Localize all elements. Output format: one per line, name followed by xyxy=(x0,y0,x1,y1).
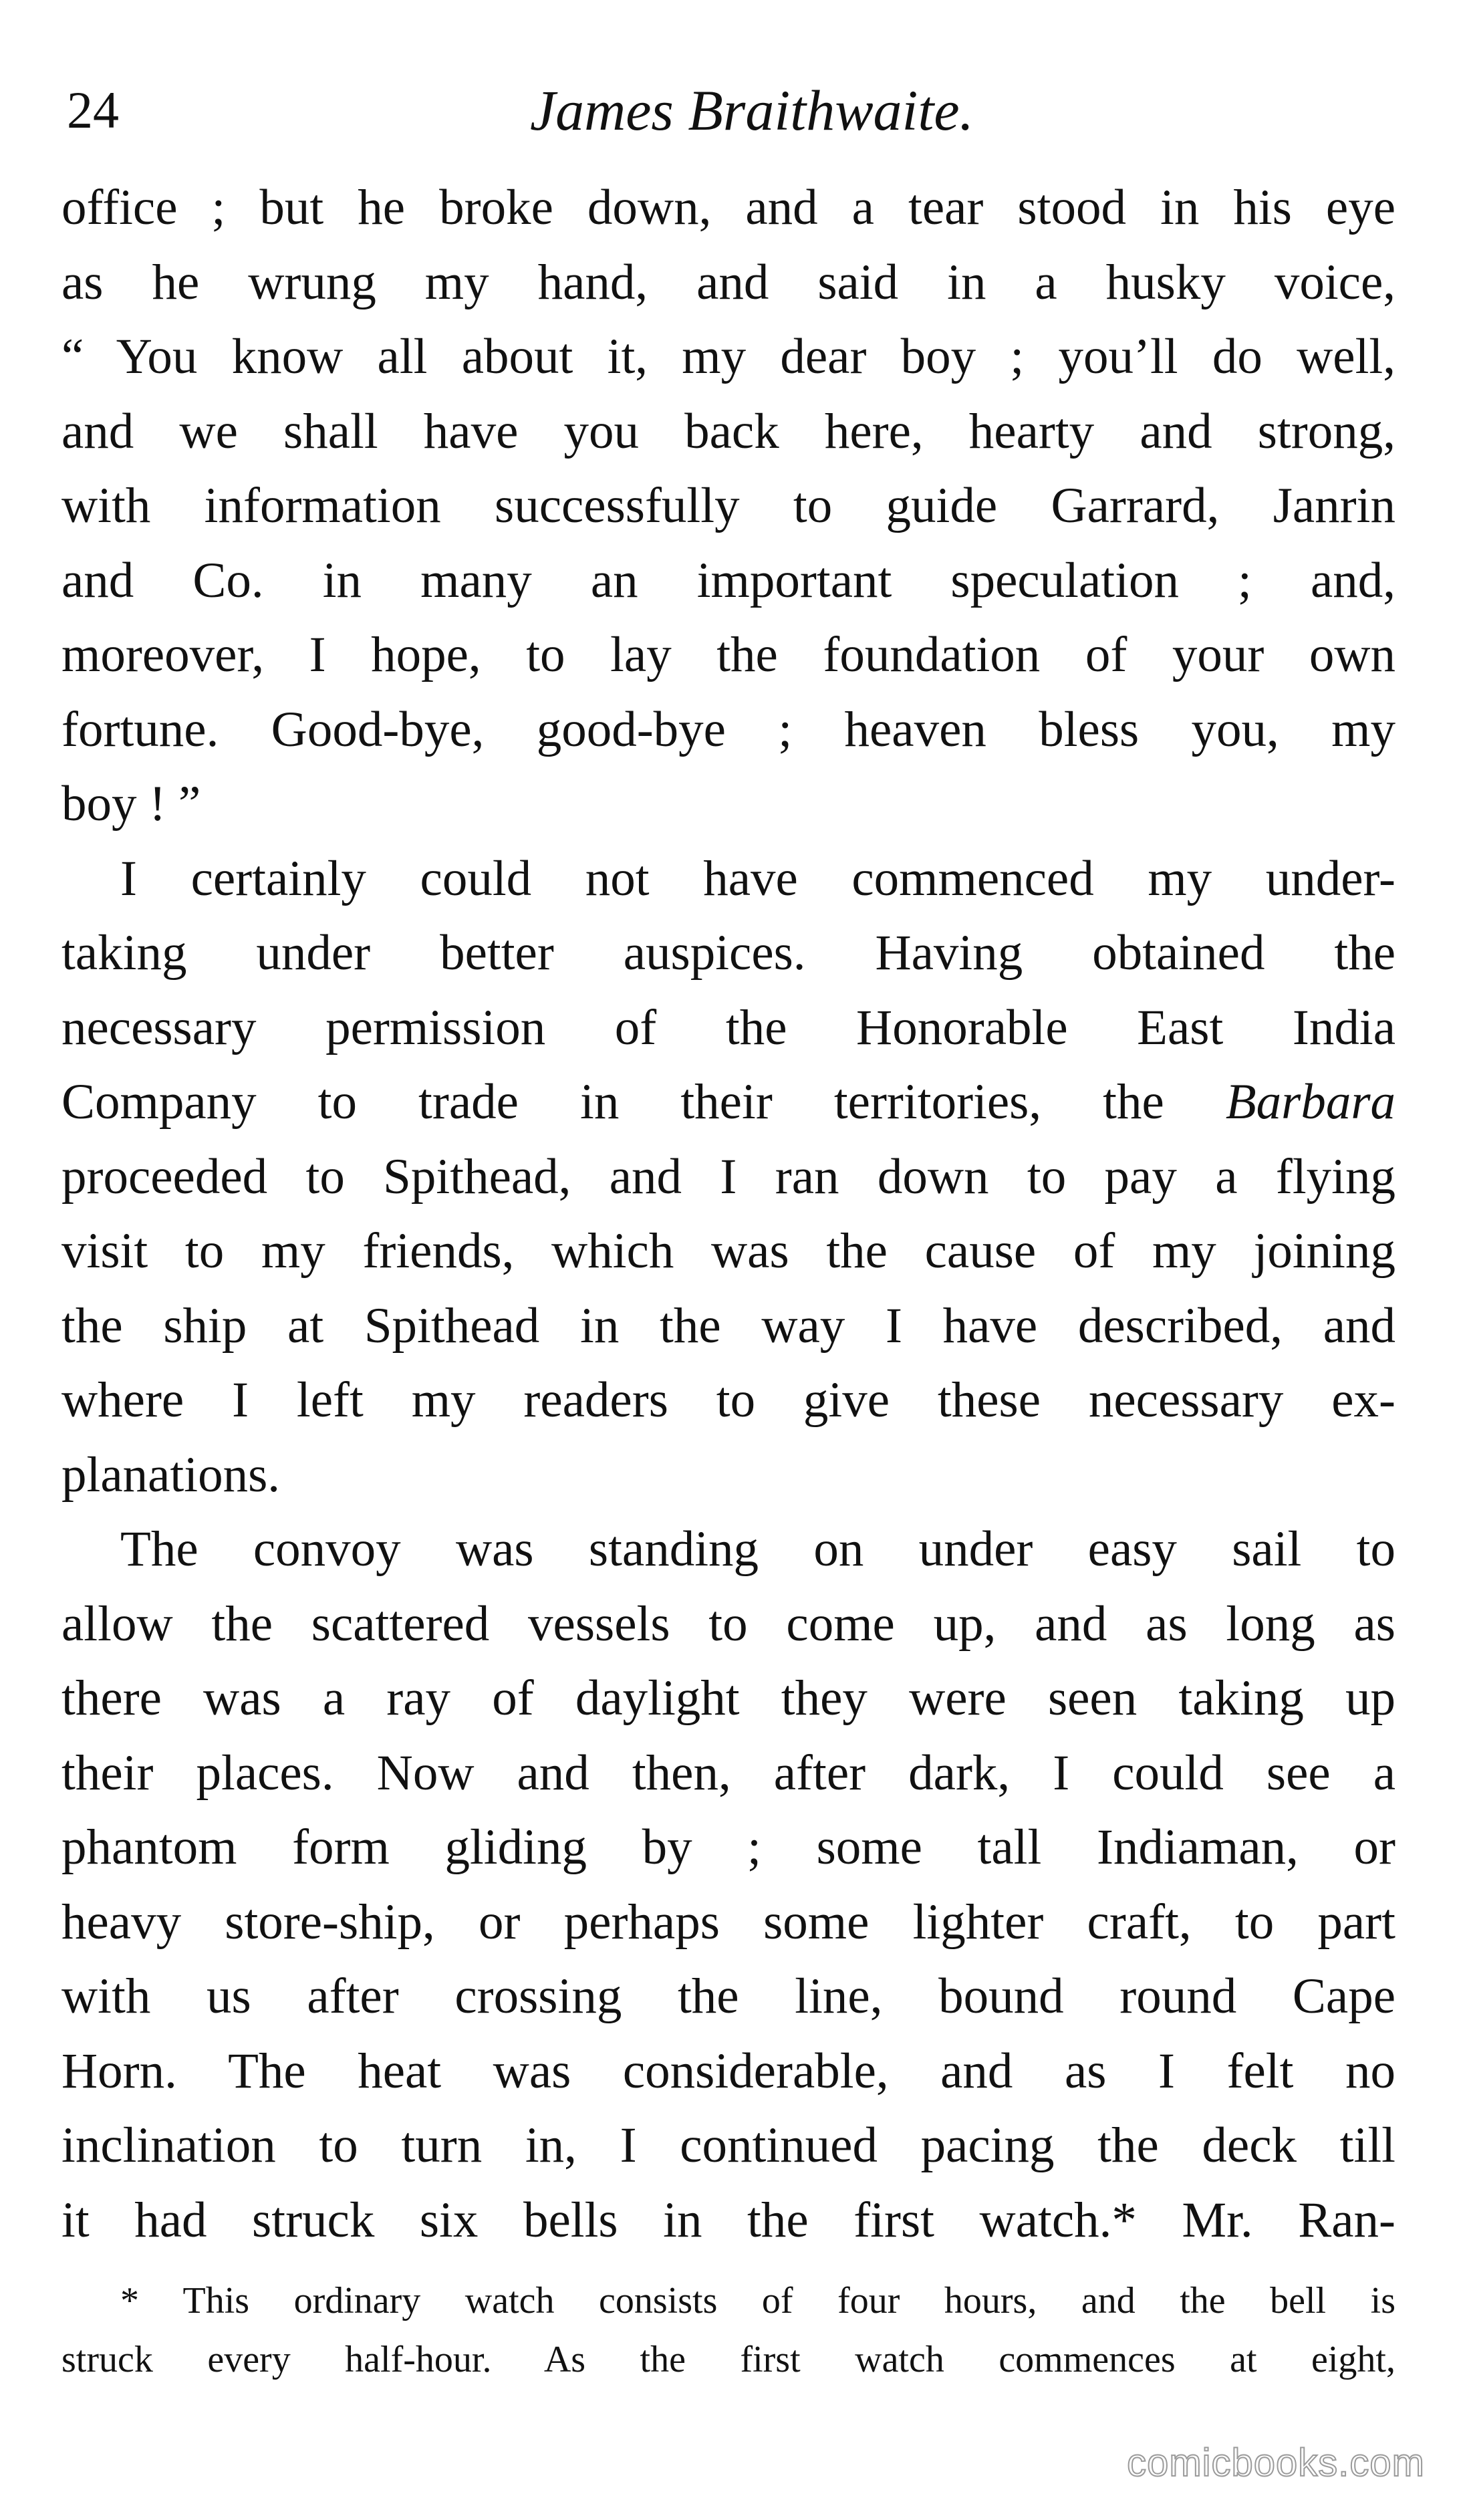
text-line: with us after crossing the line, bound round Cape xyxy=(61,1969,1395,2024)
running-head-title: James Braithwaite. xyxy=(529,78,974,142)
text-line: allow the scattered vessels to come up, and as long as xyxy=(61,1596,1395,1652)
text-line: visit to my friends, which was the cause of my joining xyxy=(61,1223,1395,1279)
text-line-with-ship-name xyxy=(61,1065,1395,1140)
text-line: with information successfully to guide Garrard, Janrin xyxy=(61,478,1395,533)
text-line: necessary permission of the Honorable East India xyxy=(61,999,1395,1055)
text-line: Horn. The heat was considerable, and as I felt no xyxy=(61,2043,1395,2099)
footnote xyxy=(61,2271,1395,2389)
text-line: office ; but he broke down, and a tear stood in his eye xyxy=(61,180,1395,235)
text-line: boy ! ” xyxy=(61,776,201,832)
text-line: taking under better auspices. Having obtained the xyxy=(61,925,1395,981)
text-line: planations. xyxy=(61,1446,281,1503)
text-line: “ You know all about it, my dear boy ; you’ll do well, xyxy=(61,329,1395,384)
text-line: moreover, I hope, to lay the foundation of your own xyxy=(61,627,1395,682)
text-line: as he wrung my hand, and said in a husky voice, xyxy=(61,254,1395,310)
page-number: 24 xyxy=(67,81,119,139)
page-header xyxy=(67,74,1397,147)
text-line: phantom form gliding by ; some tall Indiaman, or xyxy=(61,1819,1395,1875)
footnote-line: * This ordinary watch consists of four hours, and the bell is xyxy=(120,2280,1395,2321)
text-line: fortune. Good-bye, good-bye ; heaven bless you, my xyxy=(61,701,1395,757)
text-line: their places. Now and then, after dark, I could see a xyxy=(61,1745,1395,1801)
text-line: where I left my readers to give these necessary ex- xyxy=(61,1372,1395,1428)
ship-name-italic: Barbara xyxy=(1225,1074,1395,1130)
text-line: and Co. in many an important speculation ; and, xyxy=(61,552,1395,608)
text-line: inclination to turn in, I continued pacing the deck till xyxy=(61,2118,1395,2173)
text-line: proceeded to Spithead, and I ran down to pay a flying xyxy=(61,1148,1395,1205)
text-line: it had struck six bells in the first watch.* Mr. Ran- xyxy=(61,2192,1395,2248)
text-line: and we shall have you back here, hearty and strong, xyxy=(61,403,1395,459)
text-line: there was a ray of daylight they were seen taking up xyxy=(61,1670,1395,1726)
text-line: heavy store-ship, or perhaps some lighter craft, to part xyxy=(61,1894,1395,1950)
site-watermark: comicbooks.com xyxy=(1127,2441,1425,2485)
footnote-line: struck every half-hour. As the first watch commences at eight, xyxy=(61,2339,1395,2380)
text-line: the ship at Spithead in the way I have described, and xyxy=(61,1297,1395,1354)
paragraph-start-line: I certainly could not have commenced my under- xyxy=(120,850,1395,906)
body-text xyxy=(61,170,1395,2257)
paragraph-start-line: The convoy was standing on under easy sail to xyxy=(120,1521,1395,1577)
text-fragment: Company to trade in their territories, the xyxy=(61,1074,1226,1130)
